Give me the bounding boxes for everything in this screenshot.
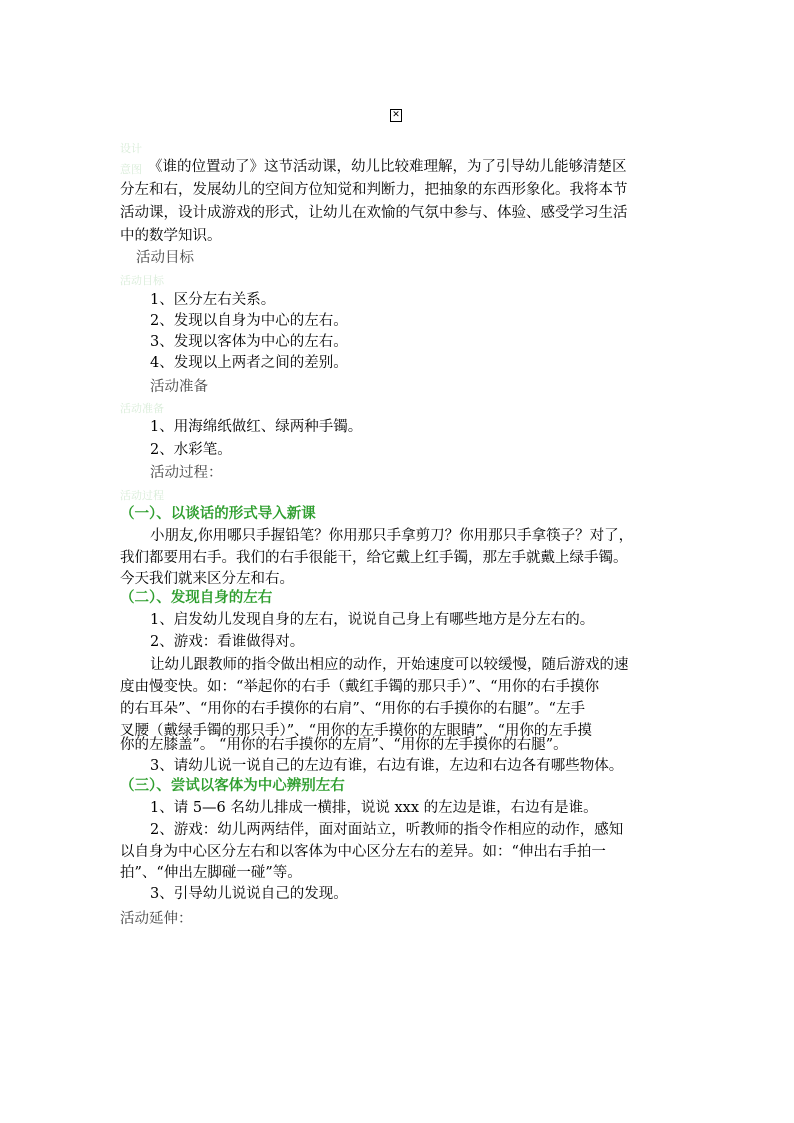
step-2-line: 度由慢变快。如：“举起你的右手（戴红手镯的那只手）”、“用你的右手摸你: [120, 679, 599, 695]
step-3-line: 以自身为中心区分左右和以客体为中心区分左右的差异。如：“伸出右手拍一: [120, 844, 606, 860]
step-2-line: 的右耳朵”、“用你的右手摸你的右肩”、“用你的右手摸你的右腿”。“左手: [120, 701, 585, 717]
step-2-line: 让幼儿跟教师的指令做出相应的动作，开始速度可以较缓慢，随后游戏的速: [150, 657, 629, 673]
ghost-label: 活动过程: [120, 489, 164, 502]
ghost-label: 活动目标: [120, 274, 164, 287]
step-1-line: 今天我们就来区分左和右。: [120, 571, 294, 587]
step-2-line: 3、请幼儿说一说自己的左边有谁，右边有谁，左边和右边各有哪些物体。: [150, 758, 624, 774]
step-3-line: 拍”、“伸出左脚碰一碰”等。: [120, 865, 302, 881]
intro-line: 分左和右，发展幼儿的空间方位知觉和判断力，把抽象的东西形象化。我将本节: [120, 182, 628, 198]
section-title-goals: 活动目标: [136, 250, 194, 266]
step-heading-2: （二）、发现自身的左右: [120, 590, 273, 606]
ghost-label: 设计: [120, 142, 142, 155]
step-1-line: 小朋友,你用哪只手握铅笔？你用那只手拿剪刀？你用那只手拿筷子？对了，: [150, 528, 634, 544]
goal-item: 2、发现以自身为中心的左右。: [150, 313, 348, 329]
ghost-label: 意图: [120, 163, 142, 176]
broken-image-icon: ✕: [390, 109, 402, 122]
ghost-label: 活动准备: [120, 402, 164, 415]
goal-item: 3、发现以客体为中心的左右。: [150, 334, 348, 350]
step-3-line: 1、请 5—6 名幼儿排成一横排，说说 xxx 的左边是谁，右边有是谁。: [150, 800, 598, 816]
intro-line: 《谁的位置动了》这节活动课，幼儿比较难理解，为了引导幼儿能够清楚区: [148, 159, 627, 175]
section-title-extension: 活动延伸：: [120, 911, 193, 927]
step-2-line: 叉腰（戴绿手镯的那只手）”、“用你的左手摸你的左眼睛”、“用你的左手摸: [120, 723, 592, 739]
section-title-prep: 活动准备: [150, 379, 208, 395]
step-2-line: 你的左膝盖”。 “用你的右手摸你的左肩”、“用你的左手摸你的右腿”。: [120, 737, 568, 753]
goal-item: 4、发现以上两者之间的差别。: [150, 355, 348, 371]
step-heading-3: （三）、尝试以客体为中心辨别左右: [120, 778, 345, 794]
step-3-line: 2、游戏：幼儿两两结伴，面对面站立，听教师的指令作相应的动作，感知: [150, 822, 624, 838]
prep-item: 2、水彩笔。: [150, 442, 232, 458]
intro-line: 活动课，设计成游戏的形式，让幼儿在欢愉的气氛中参与、体验、感受学习生活: [120, 205, 628, 221]
step-1-line: 我们都要用右手。我们的右手很能干，给它戴上红手镯，那左手就戴上绿手镯。: [120, 550, 628, 566]
step-3-line: 3、引导幼儿说说自己的发现。: [150, 886, 348, 902]
section-title-process: 活动过程：: [150, 465, 223, 481]
goal-item: 1、区分左右关系。: [150, 292, 276, 308]
step-heading-1: （一）、以谈话的形式导入新课: [120, 506, 316, 522]
step-2-line: 2、游戏：看谁做得对。: [150, 634, 305, 650]
step-2-line: 1、启发幼儿发现自身的左右，说说自己身上有哪些地方是分左右的。: [150, 612, 595, 628]
prep-item: 1、用海绵纸做红、绿两种手镯。: [150, 419, 363, 435]
intro-line: 中的数学知识。: [120, 228, 222, 244]
